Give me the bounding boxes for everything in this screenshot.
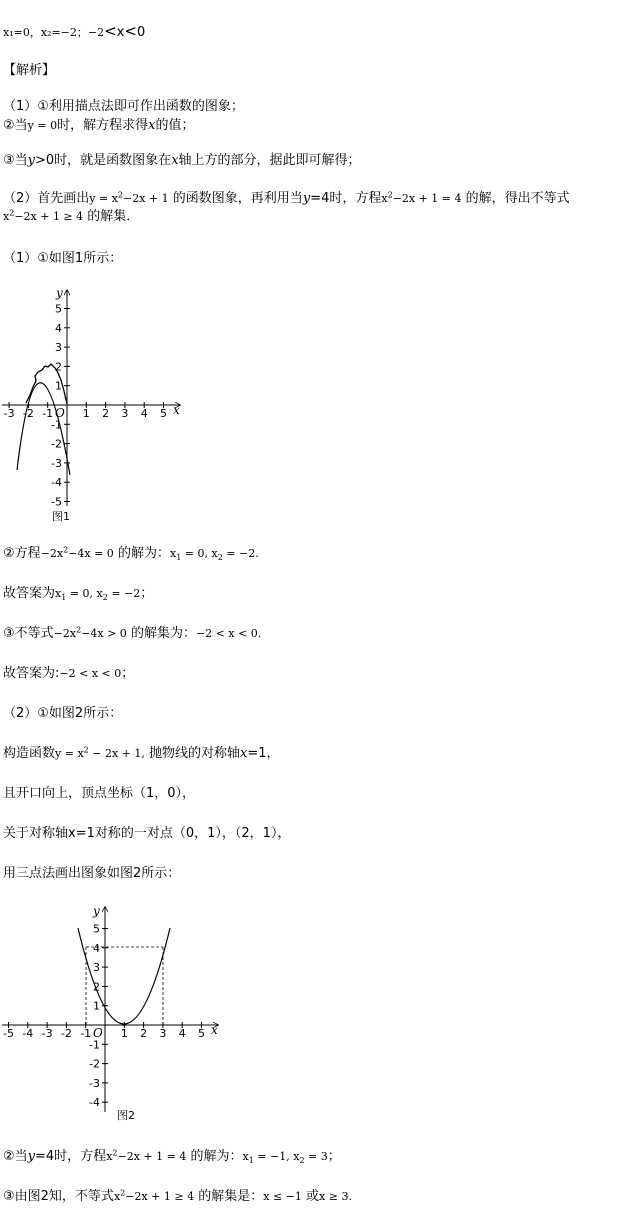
text: 故答案为: [3,666,60,681]
y-tick-label: -2 [51,437,62,451]
text: ； [327,1149,341,1164]
text: 故答案为 [3,586,56,601]
text: 的解为： [117,546,170,561]
text: =4时，方程 [310,191,382,206]
y-tick-label: -5 [51,495,62,509]
m-sup: 2 [117,190,124,200]
y-tick-label: -3 [89,1076,100,1090]
part1-answer-3 [3,625,261,643]
m: x [113,1190,121,1203]
math-expr [89,192,168,205]
m-sub: 1 [176,553,182,563]
text: ③不等式 [3,626,54,641]
y-tick-label: -4 [51,476,62,490]
m-sub: 2 [102,593,108,603]
m-sup: 2 [76,625,82,635]
x-tick-label: -2 [22,407,34,420]
y-tick-label: 2 [55,360,62,374]
y-axis-label: y [93,904,100,918]
y-tick-label: 1 [93,999,100,1013]
x-axis-label: x [173,403,180,417]
m-sup: 2 [83,745,89,755]
x-tick-label: -1 [80,1027,92,1040]
text: 的解集为： [130,626,196,641]
math-var: x [171,153,179,168]
m: −4x = 0 [68,547,114,560]
y-tick-label: 5 [93,922,100,936]
y-tick-label: -1 [89,1038,100,1052]
text: >0时，就是函数图象在 [35,153,172,168]
text: 的解集． [87,209,140,224]
x-tick-label: 2 [140,1027,148,1040]
figure-caption: 图2 [117,1109,135,1122]
math-expr: x ≤ −1 [263,1190,302,1203]
part1-result-3 [3,665,134,683]
math-expr [3,210,83,223]
math-var: x [148,118,156,133]
m: = −1, x [253,1150,300,1163]
m: x [381,192,388,205]
m-sub: 2 [217,553,223,563]
m: −2x + 1 ≥ 4 [125,1190,195,1203]
text: ③由图2知，不等式 [3,1189,114,1204]
part1-answer-2 [3,545,259,563]
math-var: y [302,191,311,206]
math-expr [114,1190,194,1203]
math-var: x [240,746,248,761]
text: （2）首先画出 [3,191,90,206]
lt-sign: < [104,22,117,40]
part2-symmetric-points: 关于对称轴x=1对称的一对点（0，1），（2，1）， [3,826,291,841]
x-tick-label: 5 [198,1027,205,1040]
math-expr [55,587,141,603]
analysis-heading: 【解析】 [3,63,56,78]
x-tick-label: 5 [160,407,167,420]
math-expr [54,627,127,640]
m-sup: 2 [120,1188,126,1198]
x-tick-label: -4 [22,1027,34,1040]
m: x [106,1150,113,1163]
text: ； [140,586,154,601]
math-expr: −2 < x < 0. [195,627,262,640]
m: −2x + 1 = 4 [392,192,462,205]
m-sub: 1 [61,593,67,603]
m: x [55,587,62,600]
x-tick-label: 3 [121,407,129,420]
x-tick-label: 2 [102,407,110,420]
m: −2x [40,547,64,560]
y-tick-label: 1 [55,379,62,393]
part2-construct [3,745,280,763]
analysis-line-4 [3,190,570,208]
text: ③当 [3,153,28,168]
text: 抛物线的对称轴 [144,746,241,761]
text: 的函数图象，再利用当 [172,191,303,206]
y-tick-label: 2 [93,980,100,994]
m: y = x [55,747,84,760]
part1-intro: （1）①如图1所示： [3,251,123,266]
m: −4x > 0 [81,627,127,640]
m-sup: 2 [63,545,69,555]
x-tick-label: -5 [3,1027,14,1040]
answer-line [3,22,145,42]
m: x [3,210,10,223]
part2-three-point: 用三点法画出图象如图2所示： [3,866,181,881]
parabola-curve [78,928,170,1024]
part2-answer-2 [3,1148,341,1166]
text: ②当 [3,118,28,133]
m-sup: 2 [112,1148,118,1158]
answer-zero: 0 [136,25,146,40]
y-tick-label: 5 [55,302,62,316]
m-sub: 2 [299,1156,305,1166]
text: 的值； [155,118,195,133]
text: 的解，得出不等式 [465,191,570,206]
math-expr [41,547,114,560]
m-sup: 2 [9,208,15,218]
math-expr [169,547,259,563]
figure-1 [0,283,195,528]
m: = 0, x [66,587,103,600]
y-tick-label: 4 [93,941,100,955]
text: 的解集是： [198,1189,264,1204]
m-sup: 2 [387,190,393,200]
x-tick-label: -3 [41,1027,53,1040]
m-sub: 1 [248,1156,254,1166]
origin-label: O [55,406,65,420]
analysis-line-2 [3,117,194,135]
text: =4时，方程 [35,1149,107,1164]
figure-caption: 图1 [52,510,70,523]
figure-2 [0,900,225,1130]
analysis-line-1: （1）①利用描点法即可作出函数的图象； [3,99,244,114]
x-tick-label: 1 [82,407,90,420]
text: 或 [306,1189,320,1204]
math: y = 0 [27,119,58,132]
math-expr [381,192,461,205]
y-tick-label: 3 [55,341,62,355]
x-tick-label: -2 [60,1027,72,1040]
parabola-curve [17,383,70,475]
math-expr [106,1150,186,1163]
x-tick-label: 4 [178,1027,186,1040]
math-expr [242,1150,328,1166]
x-tick-label: 1 [120,1027,128,1040]
text: 轴上方的部分，据此即可解得； [178,153,361,168]
math-expr [55,747,145,760]
m: y = x [89,192,118,205]
text: ②当 [3,1149,28,1164]
m: −2x [53,627,77,640]
text: 时，解方程求得 [57,118,149,133]
math-var: y [27,1149,36,1164]
m: = −2. [222,547,259,560]
math-expr: −2 < x < 0 [59,667,122,680]
math-expr: x ≥ 3. [319,1190,352,1203]
answer-x: x [116,25,125,40]
m: −2x + 1 ≥ 4 [14,210,84,223]
y-tick-label: -3 [51,456,62,470]
y-tick-label: 3 [93,961,100,975]
m: x [169,547,177,560]
text: =1， [247,746,280,761]
part2-intro: （2）①如图2所示： [3,706,123,721]
x-tick-label: 4 [140,407,148,420]
m: −2x + 1 [123,192,169,205]
x-tick-label: -1 [42,407,54,420]
math-var: y [27,153,36,168]
text: 构造函数 [3,746,56,761]
part2-answer-3 [3,1188,352,1206]
analysis-line-3 [3,152,361,170]
x-tick-label: -3 [3,407,15,420]
m: −2x + 1 = 4 [117,1150,187,1163]
x-axis-label: x [211,1023,218,1037]
y-tick-label: 4 [55,321,62,335]
part1-result-2 [3,585,153,603]
y-axis-label: y [56,286,63,300]
text: ； [121,666,135,681]
text: ②方程 [3,546,41,561]
analysis-line-5 [3,208,139,226]
x-tick-label: 3 [159,1027,167,1040]
m: − 2x + 1, [88,747,145,760]
lt-sign: < [124,22,137,40]
answer-roots: x₁=0，x₂=−2；−2 [3,26,105,39]
y-tick-label: -1 [51,418,62,432]
origin-label: O [93,1026,103,1040]
m: = 3 [304,1150,328,1163]
m: = 0, x [181,547,218,560]
y-tick-label: -4 [89,1096,100,1110]
m: x [242,1150,249,1163]
m: = −2 [107,587,141,600]
y-tick-label: -2 [89,1057,100,1071]
part2-vertex: 且开口向上，顶点坐标（1，0）， [3,786,196,801]
text: 的解为： [190,1149,243,1164]
